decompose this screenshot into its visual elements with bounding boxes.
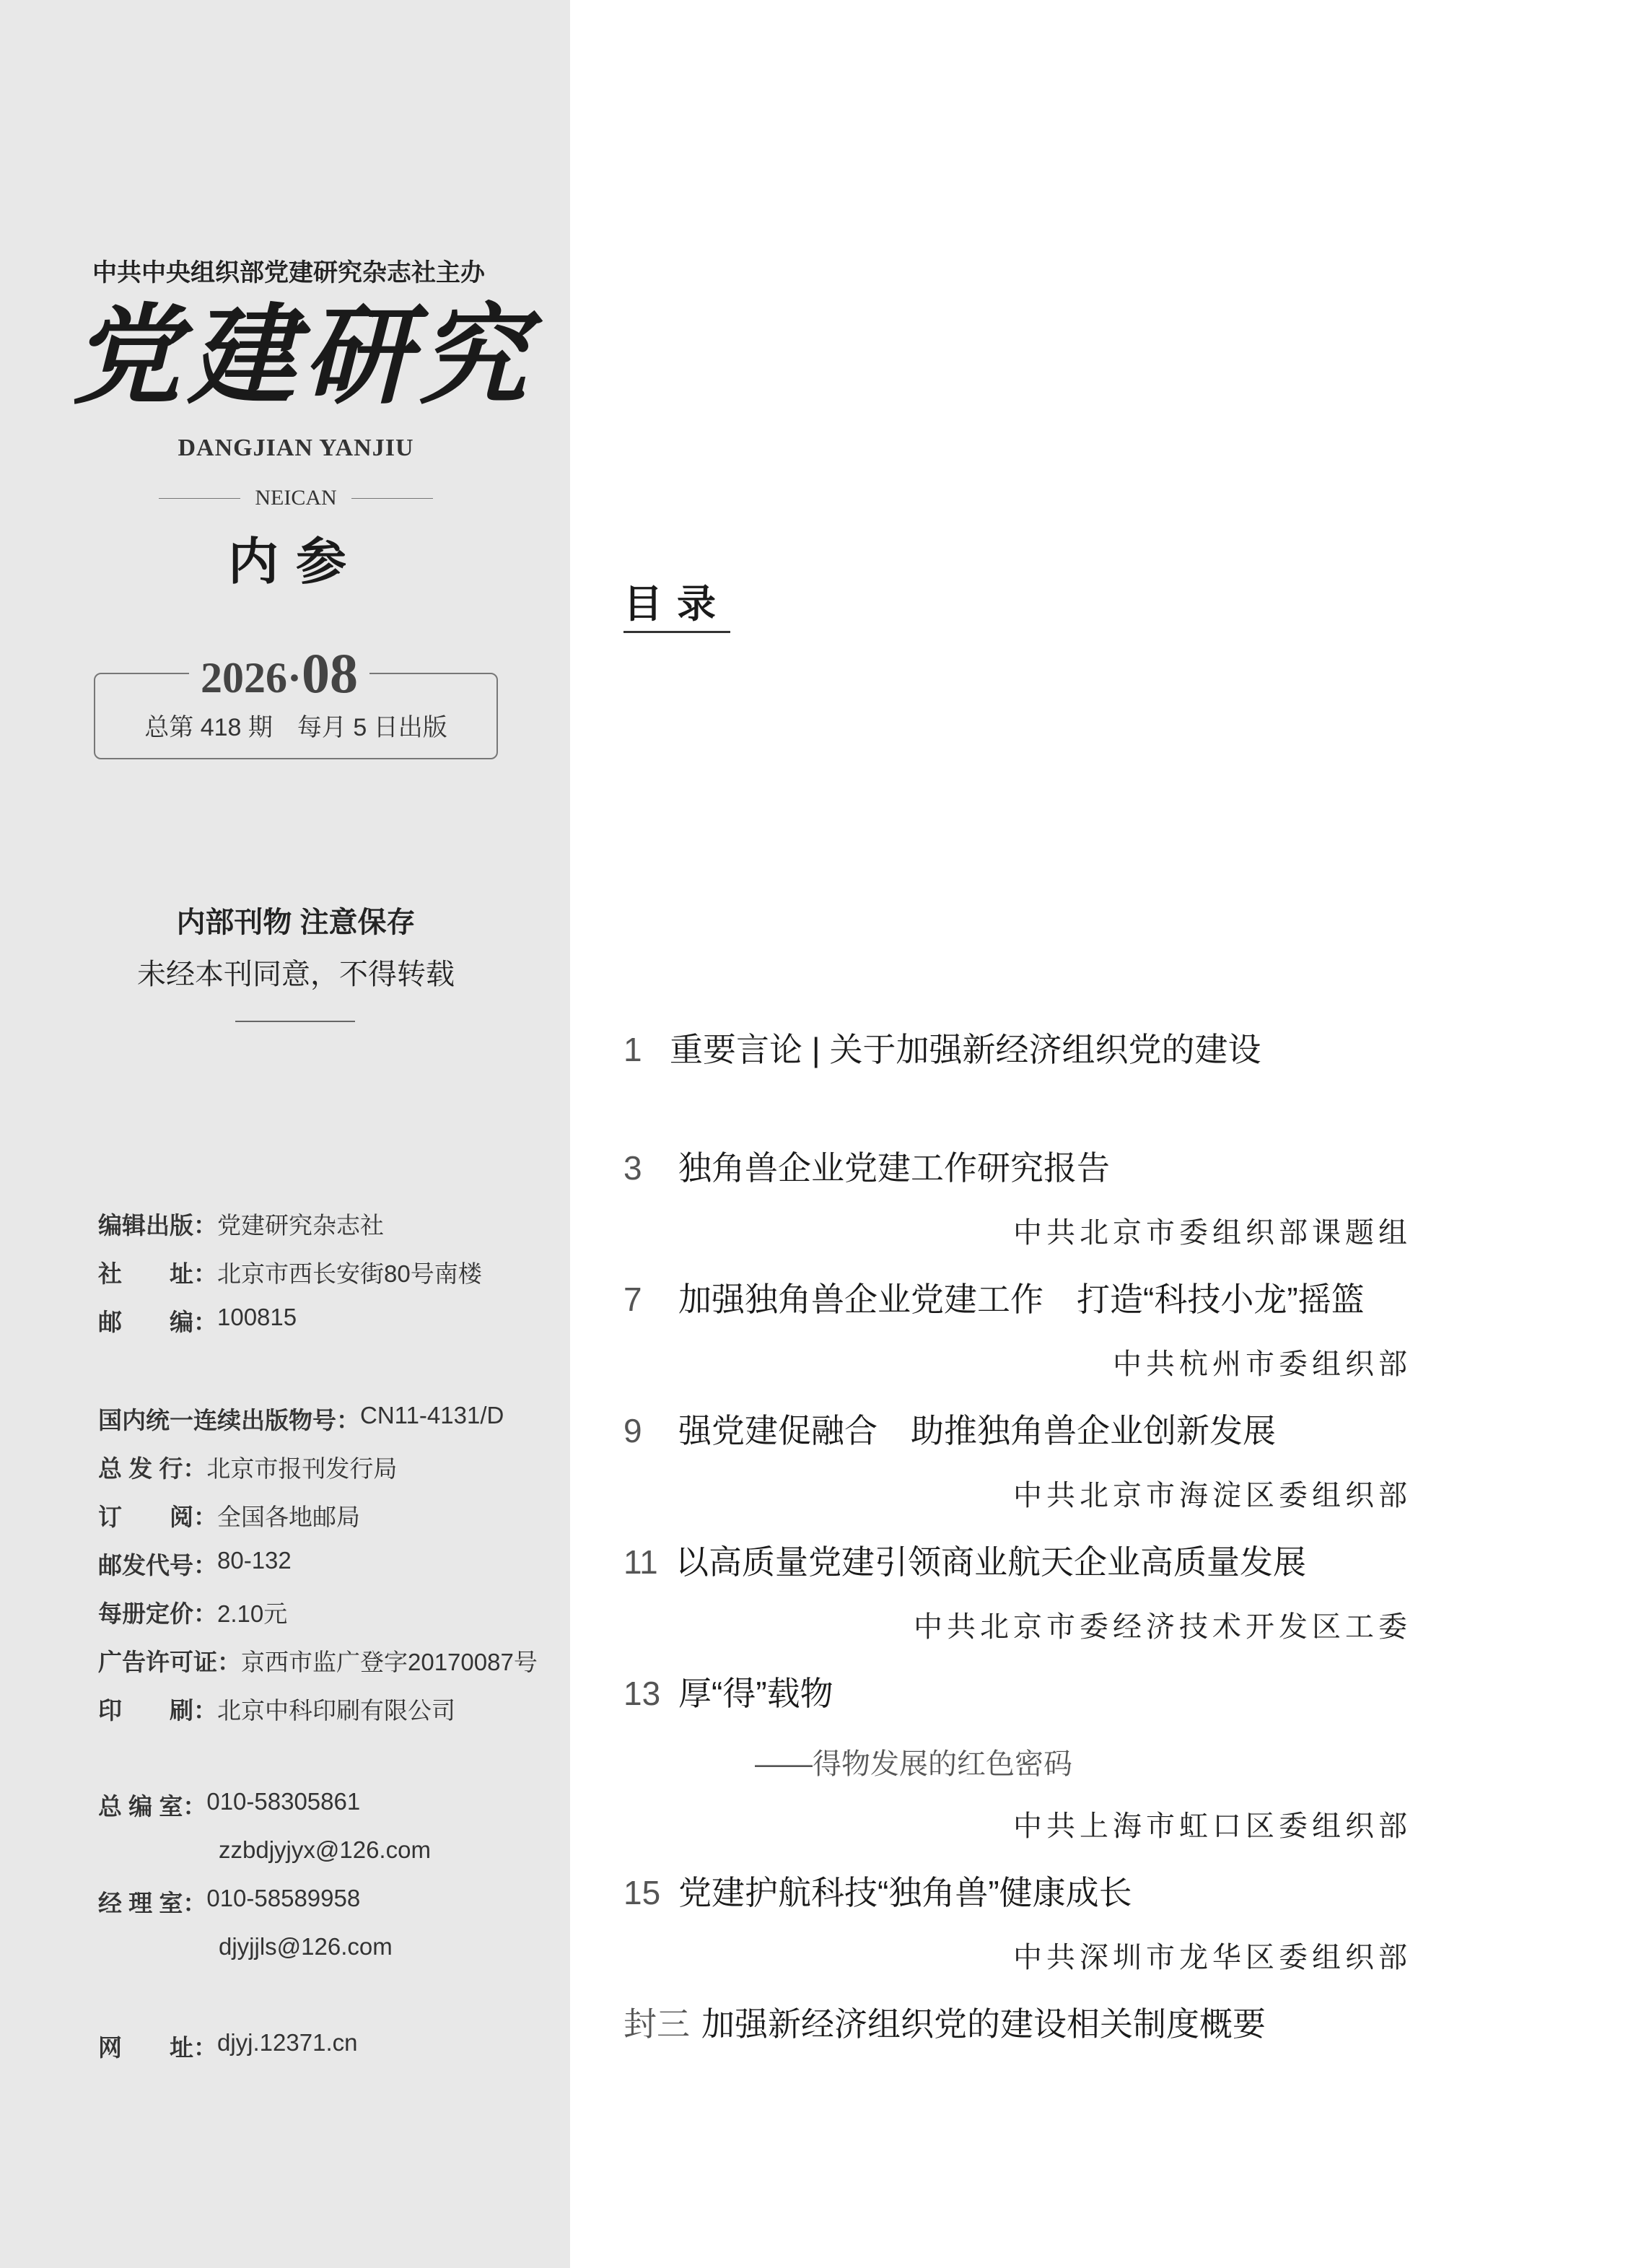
reprint-notice: 未经本刊同意，不得转载 [137,959,455,990]
info-value: CN11-4131/D [360,1402,504,1429]
neican-english: NEICAN [255,486,337,510]
toc-entry-author: 中共北京市委组织部课题组 [1013,1216,1412,1249]
info-label: 订 阅： [98,1504,217,1530]
toc-entry-title: 加强新经济组织党的建设相关制度概要 [701,2005,1266,2043]
info-label: 社 址： [98,1260,217,1287]
info-value: 北京中科印刷有限公司 [217,1697,455,1724]
info-label: 每册定价： [98,1600,217,1627]
info-value: 010-58305861 [206,1788,361,1815]
info-label: 广告许可证： [98,1649,241,1675]
info-label: 网 址： [98,2034,217,2061]
info-row-address [98,1255,482,1289]
info-label: 经 理 室： [98,1890,207,1916]
toc-entry-title: 独角兽企业党建工作研究报告 [678,1149,1110,1187]
toc-entry-author: 中共上海市虹口区委组织部 [1013,1810,1412,1843]
toc-page-number: 1 [623,1031,642,1068]
toc-entry-title: 强党建促融合 助推独角兽企业创新发展 [678,1412,1276,1449]
info-label: 邮发代号： [98,1552,217,1579]
neican-divider [159,484,433,513]
toc-entry-author: 中共北京市委经济技术开发区工委 [914,1610,1412,1644]
info-row-cn-number [98,1402,504,1436]
info-value: 010-58589958 [206,1885,361,1911]
info-value: 北京市西长安街80号南楼 [217,1260,482,1287]
toc-entry-title: 以高质量党建引领商业航天企业高质量发展 [675,1543,1306,1581]
info-label: 总 发 行： [98,1455,207,1482]
issue-number [189,641,369,706]
info-value: 80-132 [217,1547,292,1574]
divider-line-left [159,498,240,499]
info-value: zzbdjyjyx@126.com [219,1836,431,1863]
info-value: 京西市监广登字20170087号 [241,1649,538,1675]
toc-entry [623,1024,1261,1071]
info-value: 全国各地邮局 [217,1504,360,1530]
toc-entry-title: 厚“得”载物 [678,1675,833,1712]
toc-page-number: 3 [623,1149,642,1187]
info-row-distribution [98,1450,397,1484]
toc-entry-title: 重要言论 | 关于加强新经济组织党的建设 [670,1031,1261,1068]
info-row-manager-phone [98,1885,360,1919]
info-row-printer [98,1692,455,1726]
toc-page-number: 11 [623,1543,658,1581]
toc-page-number: 9 [623,1412,642,1449]
info-row-website [98,2029,357,2063]
info-label: 总 编 室： [98,1793,207,1820]
info-row-manager-email [219,1933,393,1960]
info-row-editorial-email [219,1836,431,1864]
info-row-price [98,1595,287,1629]
toc-entry-title: 党建护航科技“独角兽”健康成长 [678,1874,1132,1911]
toc-page-number: 13 [623,1675,661,1712]
neican-chinese: 内参 [228,531,364,591]
info-value: djyjjls@126.com [219,1933,393,1960]
issue-year: 2026 [201,654,287,702]
toc-entry [623,1867,1132,1914]
toc-entry-subtitle: ——得物发展的红色密码 [755,1748,1072,1780]
toc-entry [623,1998,1266,2046]
info-value: 100815 [217,1304,297,1330]
info-value: 2.10元 [217,1600,288,1627]
issue-meta: 总第 418 期 每月 5 日出版 [144,714,447,741]
divider-line-right [351,498,433,499]
info-row-ad-license [98,1644,538,1678]
toc-title: 目录 [623,585,730,633]
info-value: 北京市报刊发行局 [206,1455,398,1482]
toc-entry-author: 中共北京市海淀区委组织部 [1013,1479,1412,1512]
toc-page-number: 7 [623,1281,642,1318]
toc-entry [623,1273,1365,1321]
info-value: 党建研究杂志社 [217,1212,384,1239]
publisher-line: 中共中央组织部党建研究杂志社主办 [92,259,485,287]
info-label: 编辑出版： [98,1212,217,1239]
info-row-subscription [98,1499,360,1532]
info-row-editorial-phone [98,1788,360,1822]
toc-entry [623,1536,1306,1584]
toc-entry-title: 加强独角兽企业党建工作 打造“科技小龙”摇篮 [678,1281,1365,1318]
notice-divider [235,1021,355,1022]
issue-dot: · [287,654,302,702]
info-label: 邮 编： [98,1309,217,1335]
info-value: djyj.12371.cn [217,2029,358,2056]
info-row-postal-code [98,1547,292,1581]
internal-notice: 内部刊物 注意保存 [176,907,416,938]
issue-month: 08 [302,642,359,705]
toc-entry [623,1667,833,1715]
info-label: 印 刷： [98,1697,217,1724]
toc-entry-author: 中共杭州市委组织部 [1113,1348,1412,1381]
info-label: 国内统一连续出版物号： [98,1407,360,1434]
info-row-editor [98,1207,384,1241]
toc-entry [623,1142,1110,1190]
toc-entry [623,1405,1276,1452]
toc-page-number: 封三 [623,2005,690,2043]
toc-page-number: 15 [623,1874,661,1911]
masthead-english: DANGJIAN YANJIU [178,435,414,461]
masthead-calligraphy: 党建研究 [72,292,535,419]
toc-entry-author: 中共深圳市龙华区委组织部 [1013,1941,1412,1974]
info-row-postcode [98,1304,297,1338]
